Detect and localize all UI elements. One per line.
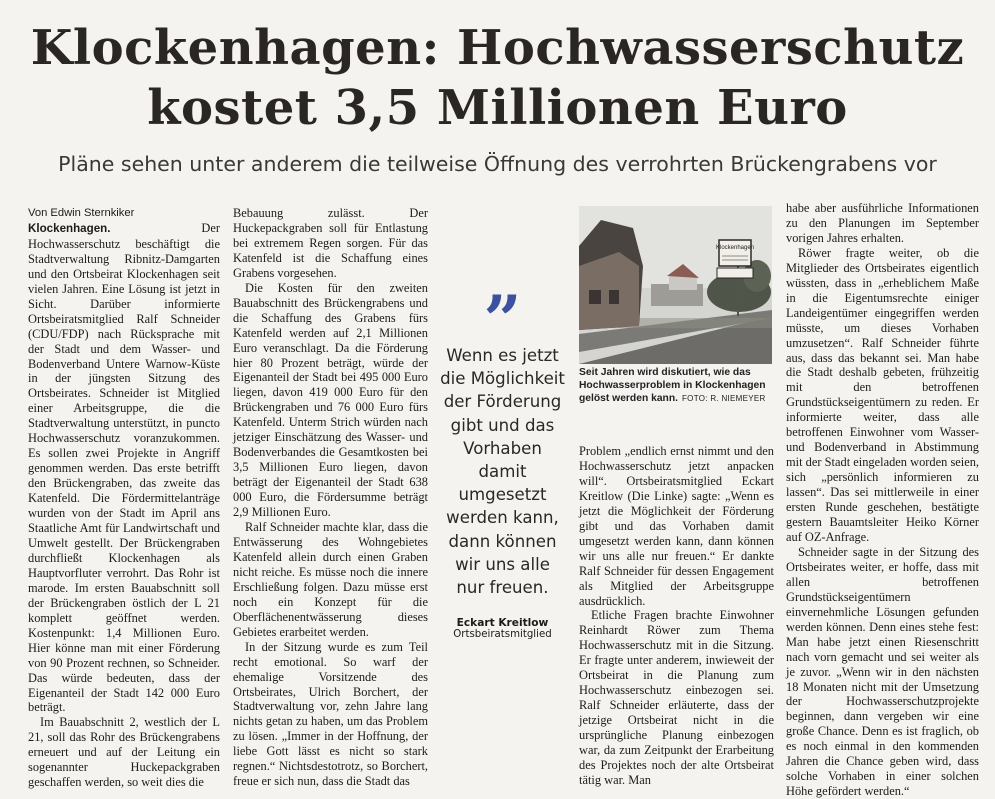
- headline-line-2: kostet 3,5 Millionen Euro: [147, 80, 848, 136]
- paragraph: Im Bauabschnitt 2, westlich der L 21, soll das Rohr des Brückengrabens erneuert und auf der Leitung ein sogenannter Huckepackgraben geschaffen werden, so weit dies die: [28, 715, 220, 790]
- quote-text: Wenn es jetzt die Möglichkeit der Förderung gibt und das Vorhaben damit umgesetzt werden kann, dann können wir uns alle nur freuen.: [440, 346, 565, 598]
- caption-text: Seit Jahren wird diskutiert, wie das Hochwasserproblem in Klockenhagen gelöst werden kann.: [579, 367, 766, 405]
- paragraph: Schneider sagte in der Sitzung des Ortsbeirates weiter, er hoffe, dass mit allen betroffenen Grundstückseigentümern einvernehmliche Lösungen gefunden werden können. Denn eines stehe fest: Man habe jetzt einen Riesenschritt nach vorn gemacht und sei weiter als je zuvor. „Wenn wir in den nächsten 18 Monaten nicht mit der Umsetzung der Hochwasserschutzprojekte beginnen, dann vergeben wir eine große Chance. Denn es ist fraglich, ob es noch einmal in den kommenden Jahren die Chance geben wird, dass solche Vorhaben in einer solchen Höhe gefördert werden.“: [786, 544, 979, 799]
- paragraph: Problem „endlich ernst nimmt und den Hochwasserschutz jetzt anpacken will“. Ortsbeiratsmitglied Eckart Kreitlow (Die Linke) sagte: „Wenn es jetzt die Möglichkeit der Förderung gibt und das Vorhaben damit umgesetzt werden kann, dann können wir uns alle nur freuen.“ Er dankte Ralf Schneider für dessen Engagement als Mitglied der Arbeitsgruppe ausdrücklich.: [579, 444, 774, 608]
- paragraph: Etliche Fragen brachte Einwohner Reinhardt Röwer zum Thema Hochwasserschutz mit in die Sitzung. Er fragte unter anderem, inwieweit der Ortsbeirat in die Planung zum Hochwasserschutz einbezogen sei. Ralf Schneider erläuterte, dass der jetzige Ortsbeirat nicht in die ursprüngliche Planung einbezogen war, da zum Zeitpunkt der Erarbeitung des Projektes noch der alte Ortsbeirat tätig war. Man: [579, 608, 774, 787]
- pull-quote: [440, 281, 565, 641]
- lead-paragraph: [28, 221, 220, 715]
- photo-caption: [579, 366, 777, 406]
- article-column-4: [786, 201, 979, 799]
- paragraph: In der Sitzung wurde es zum Teil recht emotional. So warf der ehemalige Vorsitzende des Ortsbeirates, Ulrich Borchert, der Stadtverwaltung vor, zehn Jahre lang nichts getan zu haben, um das Problem zu lösen. „Immer in der Hoffnung, der liebe Gott lässt es nicht so stark regnen.“ Nichtsdestotrotz, so Borchert, freue er sich nun, dass die Stadt das: [233, 639, 428, 789]
- quote-author-role: Ortsbeiratsmitglied: [453, 629, 552, 641]
- road-sign-text: Klockenhagen: [715, 245, 755, 251]
- article-column-1: [28, 206, 220, 790]
- headline-line-1: Klockenhagen: Hochwasserschutz: [30, 20, 965, 76]
- paragraph: Röwer fragte weiter, ob die Mitglieder des Ortsbeirates eigentlich wüssten, dass in „erheblichem Maße in die Eigentumsrechte einiger Landeigentümer eingegriffen werden müsste, um dieses Vorhaben umzusetzen“. Ralf Schneider führte aus, dass das bekannt sei. Man habe die Stadt deshalb gebeten, frühzeitig mit den betroffenen Grundstückseigentümern zu reden. Er informierte weiter, dass alle betroffenen Einwohner vom Wasser- und Bodenverband in Abstimmung mit der Stadt eingeladen worden seien, sich „persönlich informieren zu lassen“. Das sei mittlerweile in einer ersten Runde geschehen, bestätigte gestern Bauamtsleiter Heiko Körner auf OZ-Anfrage.: [786, 245, 979, 544]
- quote-mark-icon: ”: [483, 281, 522, 359]
- article-column-3: [579, 444, 774, 788]
- byline: Von Edwin Sternkiker: [28, 207, 135, 219]
- paragraph: Bebauung zulässt. Der Huckepackgraben soll für Entlastung bei extremem Regen sorgen. Für das Katenfeld ist die Schaffung eines Grabens vorgesehen.: [233, 206, 428, 280]
- article-photo: [579, 206, 772, 364]
- paragraph: Ralf Schneider machte klar, dass die Entwässerung des Wohngebietes Katenfeld allein durch einen Graben nicht reiche. Es müsse noch die innere Erschließung folgen. Dazu müsse erst noch ein Konzept für die Oberflächenentwässerung dieses Gebietes erarbeitet werden.: [233, 520, 428, 639]
- subheadline: Pläne sehen unter anderem die teilweise Öffnung des verrohrten Brückengrabens vor: [58, 152, 937, 176]
- paragraph: Die Kosten für den zweiten Bauabschnitt des Brückengrabens und die Schaffung des Grabens fürs Katenfeld werden auf 2,1 Millionen Euro veranschlagt. Da die Förderung hier 80 Prozent beträgt, würde der Eigenanteil der Stadt bei 495 000 Euro liegen, davon 419 000 Euro für den Brückengraben und 76 000 Euro fürs Katenfeld. Unterm Strich würden nach jetziger Einschätzung des Wasser- und Bodenverbandes die Gesamtkosten bei 3,5 Millionen Euro liegen, davon beträgt der Eigenanteil der Stadt 638 000 Euro, die Fördersumme beträgt 2,9 Millionen Euro.: [233, 280, 428, 520]
- quote-author: Eckart Kreitlow: [456, 617, 549, 630]
- paragraph: habe aber ausführliche Informationen zu den Planungen im September vorigen Jahres erhalten.: [786, 201, 979, 245]
- paragraph-text: Der Hochwasserschutz beschäftigt die Stadtverwaltung Ribnitz-Damgarten und den Ortsbeirat Klockenhagen seit vielen Jahren. Eine Lösung ist jetzt in Sicht. Darüber informierte Ortsbeiratsmitglied Ralf Schneider (CDU/FDP) nach Rücksprache mit der Stadt und dem Wasser- und Bodenverband Untere Warnow-Küste in der jüngsten Sitzung des Ortsbeirates. Schneider ist Mitglied einer Arbeitsgruppe, die die Stadtverwaltung unterstützt, in puncto Hochwasserschutz voranzukommen. Es sollen zwei Projekte in Angriff genommen werden. Das erste betrifft den Brückengraben, das zweite das Katenfeld. Die Fördermittelanträge wurden von der Stadt im April ans Staatliche Amt für Landwirtschaft und Umwelt gestellt. Der Brückengraben durchfließt Klockenhagen als Hauptvorfluter verrohrt. Das Rohr ist marode. Im ersten Bauabschnitt soll der Brückengraben östlich der L 21 komplett geöffnet werden. Kostenpunkt: 1,4 Millionen Euro. Hier könne man mit einer Förderung von 90 Prozent rechnen, so Schneider. Das würde bedeuten, dass der Eigenanteil der Stadt 142 000 Euro beträgt.: [28, 220, 220, 715]
- dateline: Klockenhagen.: [28, 221, 111, 235]
- article-column-2: [233, 206, 428, 789]
- photo-credit: FOTO: R. NIEMEYER: [682, 394, 766, 404]
- village-road-image: [579, 206, 772, 364]
